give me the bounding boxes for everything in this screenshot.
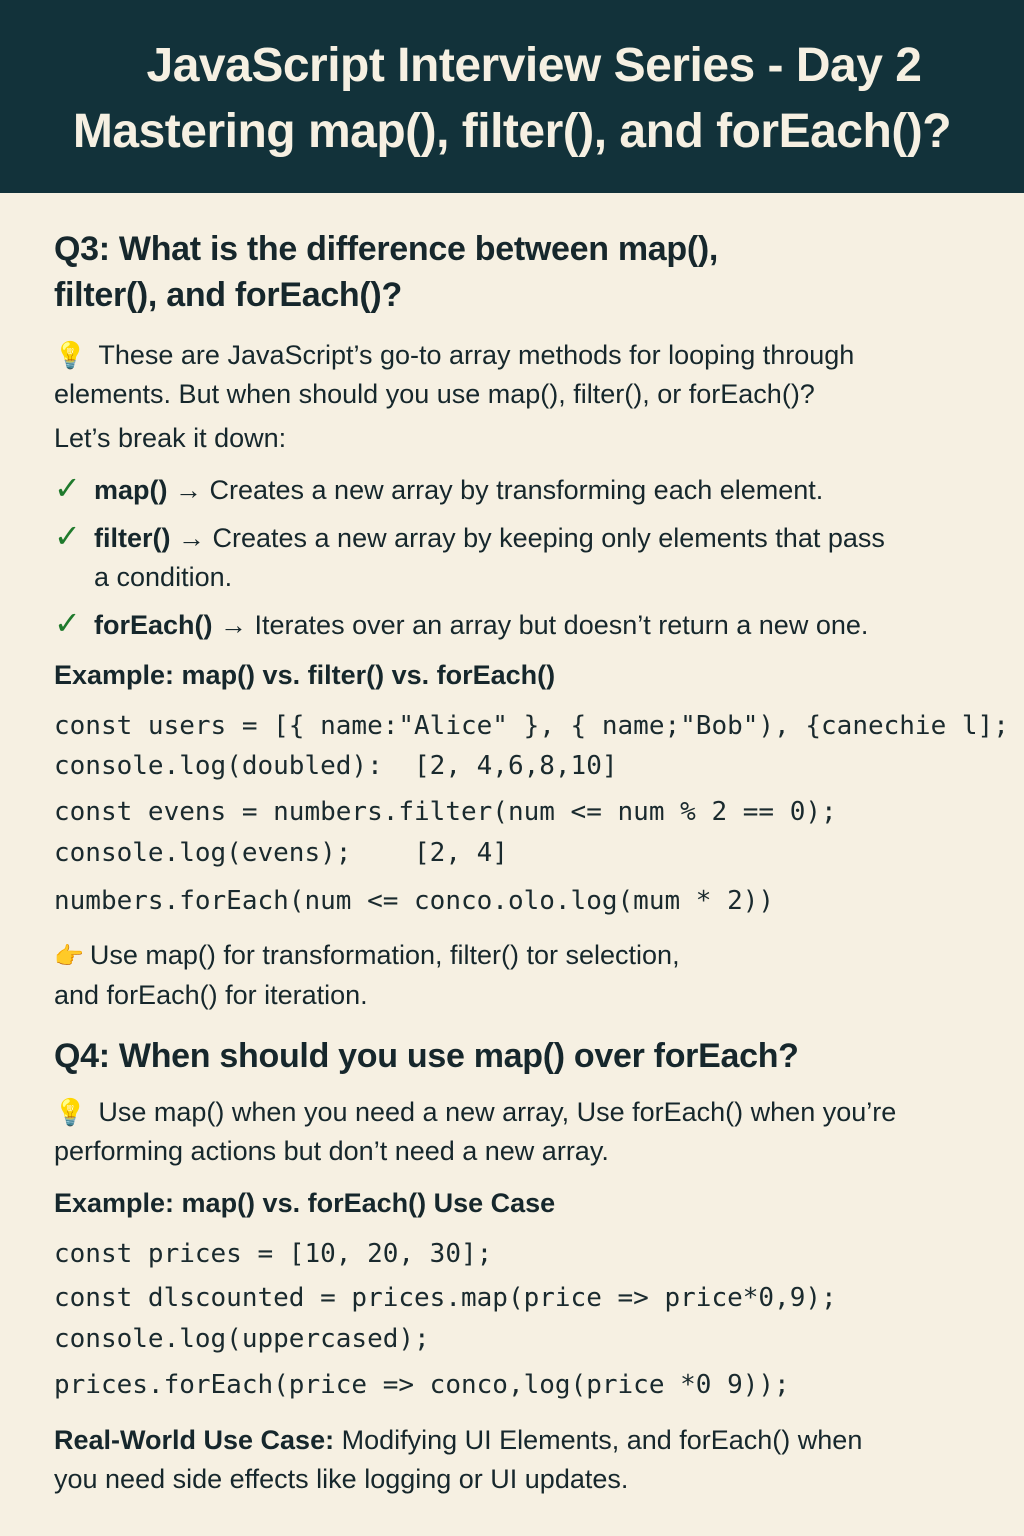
- q4-intro: [54, 1093, 974, 1171]
- method-name: forEach(): [94, 610, 213, 640]
- q4-code-line: const dlscounted = prices.map(price => price*0,9);: [54, 1283, 837, 1313]
- q3-title-line1: Q3: What is the difference between map(),: [54, 230, 719, 268]
- real-world-line1: Modifying UI Elements, and forEach() when: [334, 1425, 863, 1455]
- header-banner: [0, 0, 1024, 193]
- check-item-map: [54, 469, 984, 510]
- page-title-line1: JavaScript Interview Series - Day 2: [146, 38, 922, 92]
- method-description: → Iterates over an array but doesn’t return a new one.: [212, 610, 869, 640]
- q4-intro-line1: Use map() when you need a new array, Use forEach() when you’re: [98, 1097, 897, 1127]
- method-description: → Creates a new array by keeping only elements that pass: [170, 523, 885, 553]
- lightbulb-icon: 💡: [54, 340, 87, 370]
- checkmark-icon: ✓: [54, 518, 81, 554]
- pointing-hand-icon: 👉: [54, 943, 84, 970]
- q3-example-title: Example: map() vs. filter() vs. forEach(): [54, 660, 556, 690]
- q4-intro-line2: performing actions but don’t need a new array.: [54, 1136, 609, 1166]
- q4-title: Q4: When should you use map() over forEach?: [54, 1037, 799, 1075]
- method-name: filter(): [94, 523, 171, 553]
- q4-code-line: console.log(uppercased);: [54, 1324, 430, 1354]
- q4-example-title: Example: map() vs. forEach() Use Case: [54, 1188, 556, 1218]
- q3-intro: [54, 336, 974, 458]
- q3-intro-line2: elements. But when should you use map(), filter(), or forEach()?: [54, 379, 815, 409]
- real-world-line2: you need side effects like logging or UI updates.: [54, 1464, 629, 1494]
- real-world-use-case: [54, 1421, 974, 1499]
- check-item-foreach: [54, 604, 984, 645]
- q3-tip: [54, 936, 974, 1015]
- q3-code-line: const evens = numbers.filter(num <= num % 2 == 0);: [54, 797, 837, 827]
- q3-intro-line1: These are JavaScript’s go-to array methods for looping through: [98, 340, 855, 370]
- page-title-line2: Mastering map(), filter(), and forEach()?: [72, 104, 952, 158]
- real-world-label: Real-World Use Case:: [54, 1425, 335, 1455]
- q3-code-line: console.log(doubled): [2, 4,6,8,10]: [54, 751, 618, 781]
- q3-code-line: numbers.forEach(num <= conco.olo.log(mum * 2)): [54, 886, 775, 916]
- q3-code-line: console.log(evens); [2, 4]: [54, 838, 508, 868]
- q3-tip-line1: Use map() for transformation, filter() tor selection,: [89, 940, 680, 970]
- method-description-continued: a condition.: [94, 562, 233, 592]
- check-item-filter: [54, 517, 984, 597]
- q3-code-line: const users = [{ name:"Alice" }, { name;"Bob"), {canechie l];: [54, 711, 1009, 741]
- method-name: map(): [94, 475, 168, 505]
- lightbulb-icon: 💡: [54, 1097, 87, 1127]
- checkmark-icon: ✓: [54, 605, 81, 641]
- checkmark-icon: ✓: [54, 470, 81, 506]
- q3-title: [54, 226, 954, 318]
- q3-intro-line3: Let’s break it down:: [54, 423, 287, 453]
- q3-tip-line2: and forEach() for iteration.: [54, 980, 368, 1010]
- q4-code-line: prices.forEach(price => conco,log(price *0 9));: [54, 1370, 790, 1400]
- q3-title-line2: filter(), and forEach()?: [54, 276, 402, 314]
- method-description: → Creates a new array by transforming each element.: [167, 475, 824, 505]
- q4-code-line: const prices = [10, 20, 30];: [54, 1239, 493, 1269]
